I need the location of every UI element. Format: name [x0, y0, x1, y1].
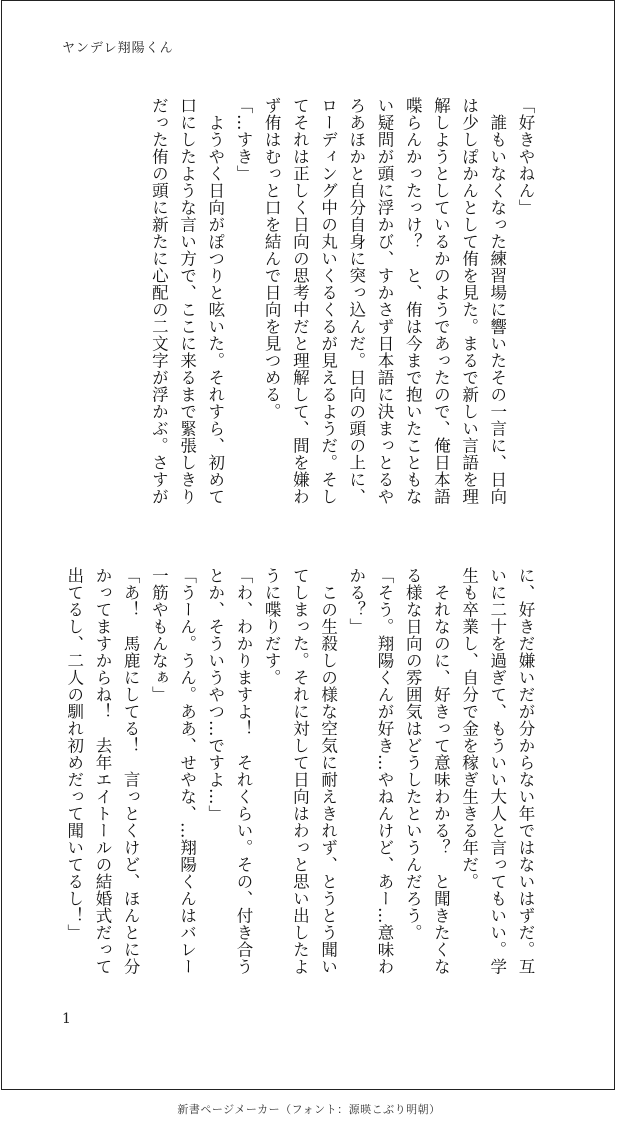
text-column: 口にしたような言い方で、ここに来るまで緊張しきり [177, 97, 197, 505]
text-column: てしまった。それに対して日向はわっと思い出したよ [290, 567, 310, 975]
text-column: 生も卒業し、自分で金を稼ぎ生きる年だ。 [459, 567, 479, 890]
text-column: 「わ、わかりますよ！ それくらい。その、付き合う [233, 567, 253, 975]
text-column: い疑問が頭に浮かび、すかさず日本語に決まっとるや [374, 97, 394, 505]
text-column: 「…すき」 [233, 97, 253, 182]
text-column: る様な日向の雰囲気はどうしたというんだろう。 [403, 567, 423, 941]
text-column: 「そう。翔陽くんが好き…やねんけど、あー…意味わ [374, 567, 394, 975]
text-column: かる？」 [346, 567, 366, 635]
text-column: ようやく日向がぽつりと呟いた。それすら、初めて [205, 97, 225, 505]
text-column: に、好きだ嫌いだが分からない年ではないはずだ。互 [516, 567, 535, 975]
text-column: 誰もいなくなった練習場に響いたその一言に、日向 [487, 97, 507, 505]
running-header-title: ヤンデレ翔陽くん [62, 41, 174, 56]
text-column: 喋らんかったっけ？ と、侑は今まで抱いたこともな [403, 97, 423, 505]
footer-credit: 新書ページメーカー（フォント：源暎こぶり明朝） [177, 1103, 441, 1116]
text-column: 解しようとしているかのようであったので、俺日本語 [431, 97, 451, 505]
text-column: ろあほかと自分自身に突っ込んだ。日向の頭の上に、 [346, 97, 366, 505]
book-page [1, 0, 615, 1090]
text-column: とか、そういうやつ…ですよ…」 [205, 567, 225, 822]
text-column: この生殺しの様な空気に耐えきれず、とうとう聞い [318, 567, 338, 975]
text-column: 出てるし、二人の馴れ初めだって聞いてるし！」 [64, 567, 84, 941]
text-column: だった侑の頭に新たに心配の二文字が浮かぶ。さすが [149, 97, 169, 505]
text-column: いに二十を過ぎて、もういい大人と言ってもいい。学 [487, 567, 507, 975]
text-column: 一筋やもんなぁ」 [149, 567, 169, 703]
upper-text-block [144, 97, 539, 587]
page-number: 1 [62, 1011, 71, 1027]
text-column: は少しぽかんとして侑を見た。まるで新しい言語を理 [459, 97, 479, 505]
text-column: ず侑はむっと口を結んで日向を見つめる。 [262, 97, 282, 420]
text-column: ローディング中の丸いくるくるが見えるようだ。そし [318, 97, 338, 505]
text-column: かってますからね！ 去年エイトールの結婚式だって [92, 567, 112, 975]
text-column: うに喋りだす。 [262, 567, 282, 686]
lower-text-block [60, 567, 539, 1057]
text-column: それなのに、好きって意味わかる？ と聞きたくな [431, 567, 451, 975]
text-column: てそれは正しく日向の思考中だと理解して、間を嫌わ [290, 97, 310, 505]
text-column: 「うーん。うん。ああ、せやな、…翔陽くんはバレー [177, 567, 197, 975]
text-column: 「好きやねん」 [516, 97, 535, 216]
text-column: 「あ！ 馬鹿にしてる！ 言っとくけど、ほんとに分 [121, 567, 141, 975]
